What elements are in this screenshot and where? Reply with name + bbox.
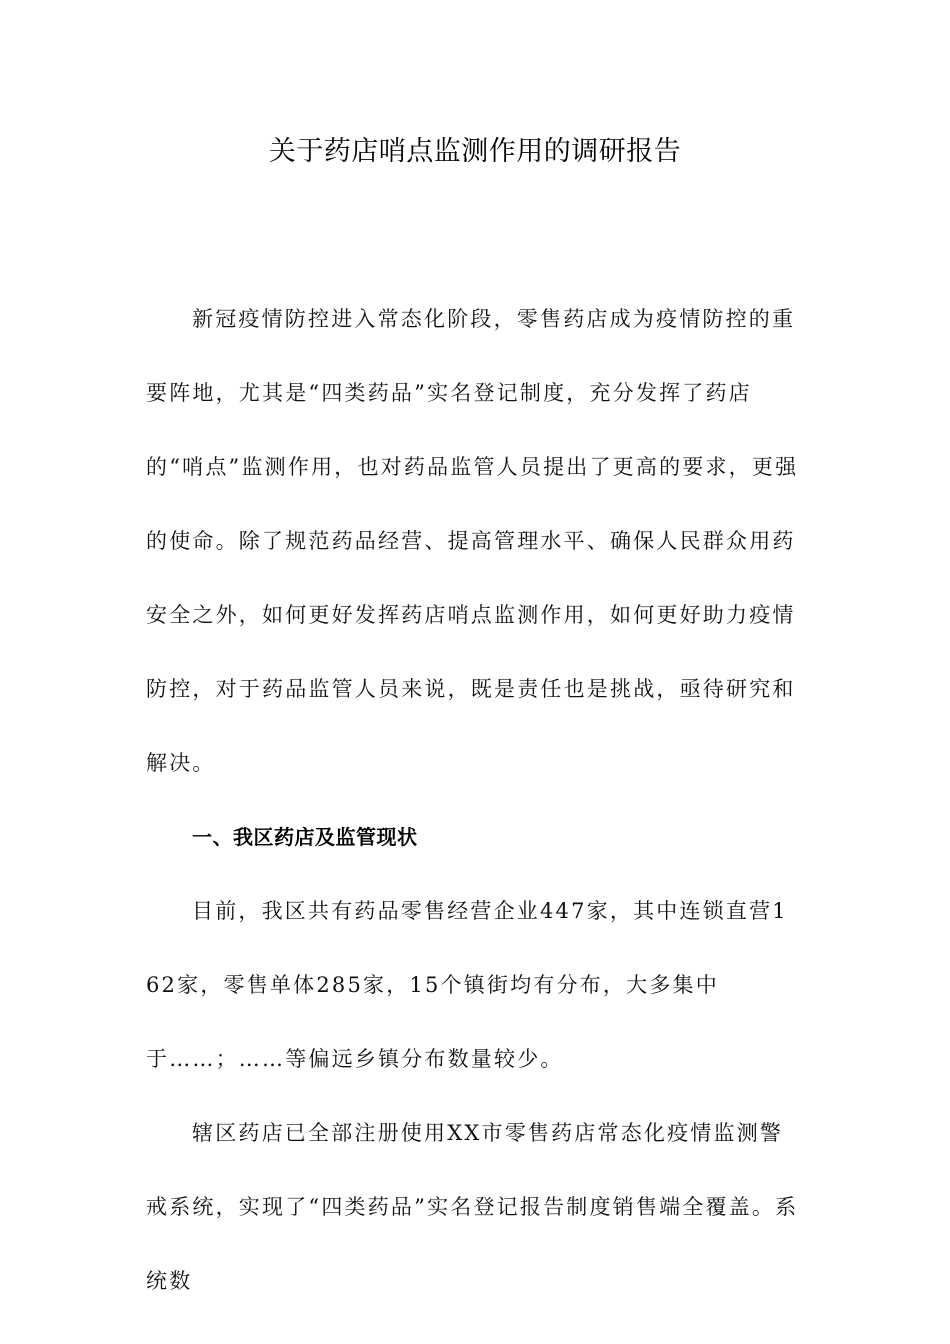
document-body	[146, 282, 802, 1318]
paragraph-system: 辖区药店已全部注册使用XX市零售药店常态化疫情监测警戒系统，实现了“四类药品”实名登记报告制度销售端全覆盖。系统数	[146, 1121, 799, 1293]
paragraph-store-count: 目前，我区共有药品零售经营企业447家，其中连锁直营162家，零售单体285家，15个镇街均有分布，大多集中于……；……等偏远乡镇分布数量较少。	[146, 899, 788, 1071]
paragraph-intro: 新冠疫情防控进入常态化阶段，零售药店成为疫情防控的重要阵地，尤其是“四类药品”实名登记制度，充分发挥了药店的“哨点”监测作用，也对药品监管人员提出了更高的要求，更强的使命。除了规范药品经营、提高管理水平、确保人民群众用药安全之外，如何更好发挥药店哨点监测作用，如何更好助力疫情防控，对于药品监管人员来说，既是责任也是挑战，亟待研究和解决。	[146, 307, 799, 775]
document-title: 关于药店哨点监测作用的调研报告	[268, 136, 682, 167]
section-heading-1: 一、我区药店及监管现状	[192, 825, 418, 849]
